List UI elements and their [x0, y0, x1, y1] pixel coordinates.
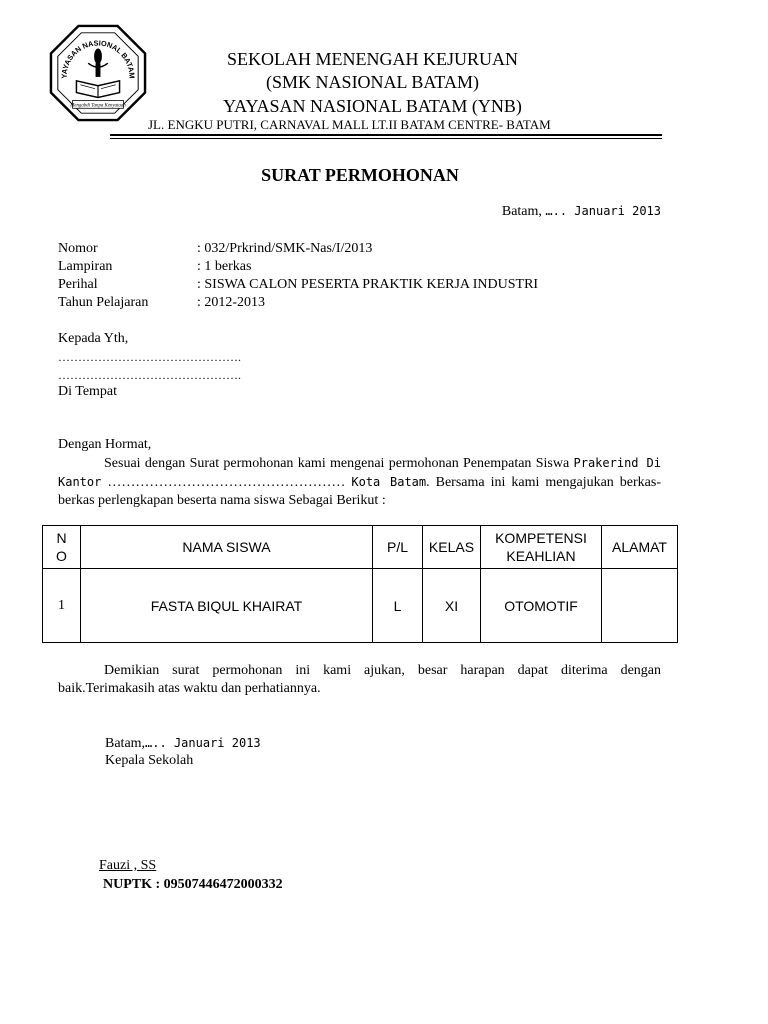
- header-kompetensi: KOMPETENSI KEAHLIAN: [481, 526, 602, 569]
- recipient-line-2: ……………………………………….: [58, 368, 241, 382]
- meta-value-lampiran: : 1 berkas: [197, 259, 252, 274]
- header-pl: P/L: [373, 526, 423, 569]
- letterhead-school-type: SEKOLAH MENENGAH KEJURUAN: [227, 49, 518, 69]
- table-header-row: [43, 526, 678, 569]
- svg-text:Mengabdi Tanpa Kenyataan: Mengabdi Tanpa Kenyataan: [70, 103, 126, 109]
- signer-position: Kepala Sekolah: [105, 753, 194, 768]
- cell-alamat: [602, 569, 678, 643]
- header-nama: NAMA SISWA: [81, 526, 373, 569]
- meta-value-tahun: : 2012-2013: [197, 295, 266, 310]
- header-kelas: KELAS: [423, 526, 481, 569]
- recipient-di-tempat: Di Tempat: [58, 384, 118, 399]
- greeting: Dengan Hormat,: [58, 437, 152, 452]
- school-logo: [49, 24, 147, 122]
- cell-pl: L: [373, 569, 423, 643]
- body-paragraph: Sesuai dengan Surat permohonan kami mengenai permohonan Penempatan Siswa Prakerind Di Kantor …………………………………………… Kota Batam. Bersama ini kami mengajukan berkas-berkas perlengkapan beserta nama siswa Sebagai Berikut :: [58, 456, 662, 508]
- table-row: [43, 569, 678, 643]
- cell-no: 1: [43, 569, 81, 643]
- letterhead-rule-thick: [110, 134, 662, 136]
- letterhead-foundation: YAYASAN NASIONAL BATAM (YNB): [223, 96, 522, 116]
- meta-label-lampiran: Lampiran: [58, 259, 113, 274]
- recipient-line-1: ……………………………………….: [58, 350, 241, 364]
- svg-text:YAYASAN NASIONAL BATAM: YAYASAN NASIONAL BATAM: [59, 38, 137, 79]
- header-alamat: ALAMAT: [602, 526, 678, 569]
- meta-label-nomor: Nomor: [58, 241, 98, 256]
- cell-kelas: XI: [423, 569, 481, 643]
- recipient-kepada: Kepada Yth,: [58, 331, 129, 346]
- meta-value-nomor: : 032/Prkrind/SMK-Nas/I/2013: [197, 241, 373, 256]
- letter-title: SURAT PERMOHONAN: [261, 165, 459, 185]
- meta-label-perihal: Perihal: [58, 277, 98, 292]
- signer-name: Fauzi , SS: [99, 858, 157, 873]
- student-table: [42, 525, 678, 643]
- letterhead-school-name: (SMK NASIONAL BATAM): [266, 72, 479, 92]
- closing-paragraph: Demikian surat permohonan ini kami ajukan, besar harapan dapat diterima dengan baik.Terimakasih atas waktu dan perhatiannya.: [58, 663, 661, 696]
- header-no: N O: [43, 526, 81, 569]
- meta-value-perihal: : SISWA CALON PESERTA PRAKTIK KERJA INDUSTRI: [197, 277, 539, 292]
- signer-nuptk: NUPTK : 09507446472000332: [103, 877, 283, 892]
- cell-nama: FASTA BIQUL KHAIRAT: [81, 569, 373, 643]
- cell-kompetensi: OTOMOTIF: [481, 569, 602, 643]
- meta-label-tahun: Tahun Pelajaran: [58, 295, 149, 310]
- letter-date-bottom: Batam,….. Januari 2013: [105, 736, 261, 751]
- letterhead-rule-thin: [110, 138, 662, 139]
- letter-date-top: Batam, ….. Januari 2013: [501, 204, 661, 219]
- letterhead-address: JL. ENGKU PUTRI, CARNAVAL MALL LT.II BATAM CENTRE- BATAM: [148, 117, 551, 132]
